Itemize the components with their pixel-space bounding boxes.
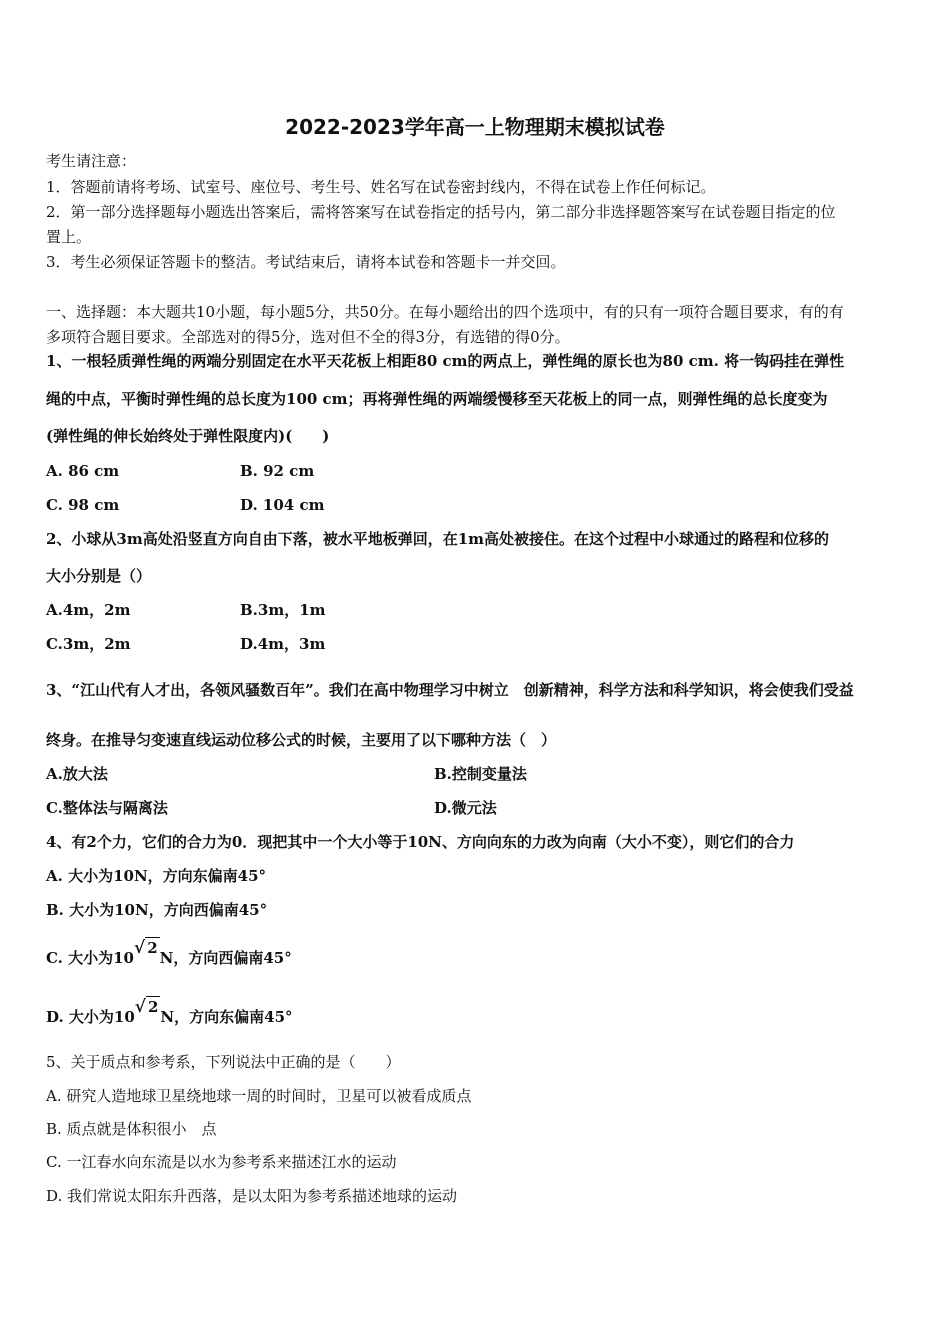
question-3-option-d: D.微元法 bbox=[434, 799, 497, 817]
question-4-option-b: B. 大小为10N，方向西偏南45° bbox=[46, 901, 268, 919]
notice-item-2: 2．第一部分选择题每小题选出答案后，需将答案写在试卷指定的括号内，第二部分非选择题答案写在试卷题目指定的位 bbox=[46, 203, 836, 221]
question-1-line-1: 1、一根轻质弹性绳的两端分别固定在水平天花板上相距80 cm的两点上，弹性绳的原长也为80 cm. 将一钩码挂在弹性 bbox=[46, 352, 845, 370]
sqrt-2-formula bbox=[134, 938, 160, 968]
question-4-option-c-suffix: N，方向西偏南45° bbox=[159, 949, 292, 967]
question-3-option-b: B.控制变量法 bbox=[434, 765, 527, 783]
question-5-option-c: C. 一江春水向东流是以水为参考系来描述江水的运动 bbox=[46, 1153, 397, 1171]
question-3-option-a: A.放大法 bbox=[46, 765, 108, 783]
question-4-option-d-suffix: N，方向东偏南45° bbox=[160, 1008, 293, 1026]
question-2-line-1: 2、小球从3m高处沿竖直方向自由下落，被水平地板弹回，在1m高处被接住。在这个过程中小球通过的路程和位移的 bbox=[46, 530, 830, 548]
question-4-option-a: A. 大小为10N，方向东偏南45° bbox=[46, 867, 267, 885]
question-2-line-2: 大小分别是（） bbox=[46, 567, 152, 585]
question-1-option-c: C. 98 cm bbox=[46, 496, 120, 514]
sqrt-2-formula bbox=[134, 997, 161, 1027]
section-instructions-line-1: 一、选择题：本大题共10小题，每小题5分，共50分。在每小题给出的四个选项中，有的只有一项符合题目要求，有的有 bbox=[46, 303, 844, 321]
question-4-option-c bbox=[46, 938, 292, 968]
question-3-line-2: 终身。在推导匀变速直线运动位移公式的时候，主要用了以下哪种方法（ ） bbox=[46, 731, 557, 749]
radical-sign: √ bbox=[134, 938, 146, 958]
question-2-option-c: C.3m，2m bbox=[46, 635, 131, 653]
notice-item-2-cont: 置上。 bbox=[46, 228, 92, 246]
question-5-line-1: 5、关于质点和参考系，下列说法中正确的是（ ） bbox=[46, 1053, 401, 1071]
page-title: 2022-2023学年高一上物理期末模拟试卷 bbox=[285, 115, 665, 139]
radicand: 2 bbox=[147, 939, 158, 957]
question-1-line-3: (弹性绳的伸长始终处于弹性限度内)( ) bbox=[46, 427, 330, 445]
question-2-option-b: B.3m，1m bbox=[240, 601, 326, 619]
question-1-option-d: D. 104 cm bbox=[240, 496, 325, 514]
notice-item-3: 3．考生必须保证答题卡的整洁。考试结束后，请将本试卷和答题卡一并交回。 bbox=[46, 253, 566, 271]
question-4-option-d-prefix: D. 大小为10 bbox=[46, 1008, 135, 1026]
question-2-option-d: D.4m，3m bbox=[240, 635, 326, 653]
question-5-option-d: D. 我们常说太阳东升西落，是以太阳为参考系描述地球的运动 bbox=[46, 1187, 458, 1205]
question-1-line-2: 绳的中点，平衡时弹性绳的总长度为100 cm；再将弹性绳的两端缓慢移至天花板上的同一点，则弹性绳的总长度变为 bbox=[46, 390, 828, 408]
section-instructions-line-2: 多项符合题目要求。全部选对的得5分，选对但不全的得3分，有选错的得0分。 bbox=[46, 328, 570, 346]
question-1-option-a: A. 86 cm bbox=[46, 462, 120, 480]
question-1-option-b: B. 92 cm bbox=[240, 462, 315, 480]
question-4-line-1: 4、有2个力，它们的合力为0．现把其中一个大小等于10N、方向向东的力改为向南（大小不变），则它们的合力 bbox=[46, 833, 795, 851]
question-4-option-c-prefix: C. 大小为10 bbox=[46, 949, 134, 967]
radicand: 2 bbox=[147, 998, 159, 1016]
question-3-option-c: C.整体法与隔离法 bbox=[46, 799, 168, 817]
question-5-option-a: A. 研究人造地球卫星绕地球一周的时间时，卫星可以被看成质点 bbox=[46, 1087, 472, 1105]
notice-heading: 考生请注意： bbox=[46, 152, 137, 170]
question-5-option-b: B. 质点就是体积很小 点 bbox=[46, 1120, 217, 1138]
radical-sign: √ bbox=[134, 997, 146, 1017]
question-2-option-a: A.4m，2m bbox=[46, 601, 131, 619]
notice-item-1: 1．答题前请将考场、试室号、座位号、考生号、姓名写在试卷密封线内，不得在试卷上作任何标记。 bbox=[46, 178, 716, 196]
question-3-line-1: 3、“江山代有人才出，各领风骚数百年”。我们在高中物理学习中树立 创新精神，科学方法和科学知识，将会使我们受益 bbox=[46, 681, 854, 699]
question-4-option-d bbox=[46, 997, 293, 1027]
